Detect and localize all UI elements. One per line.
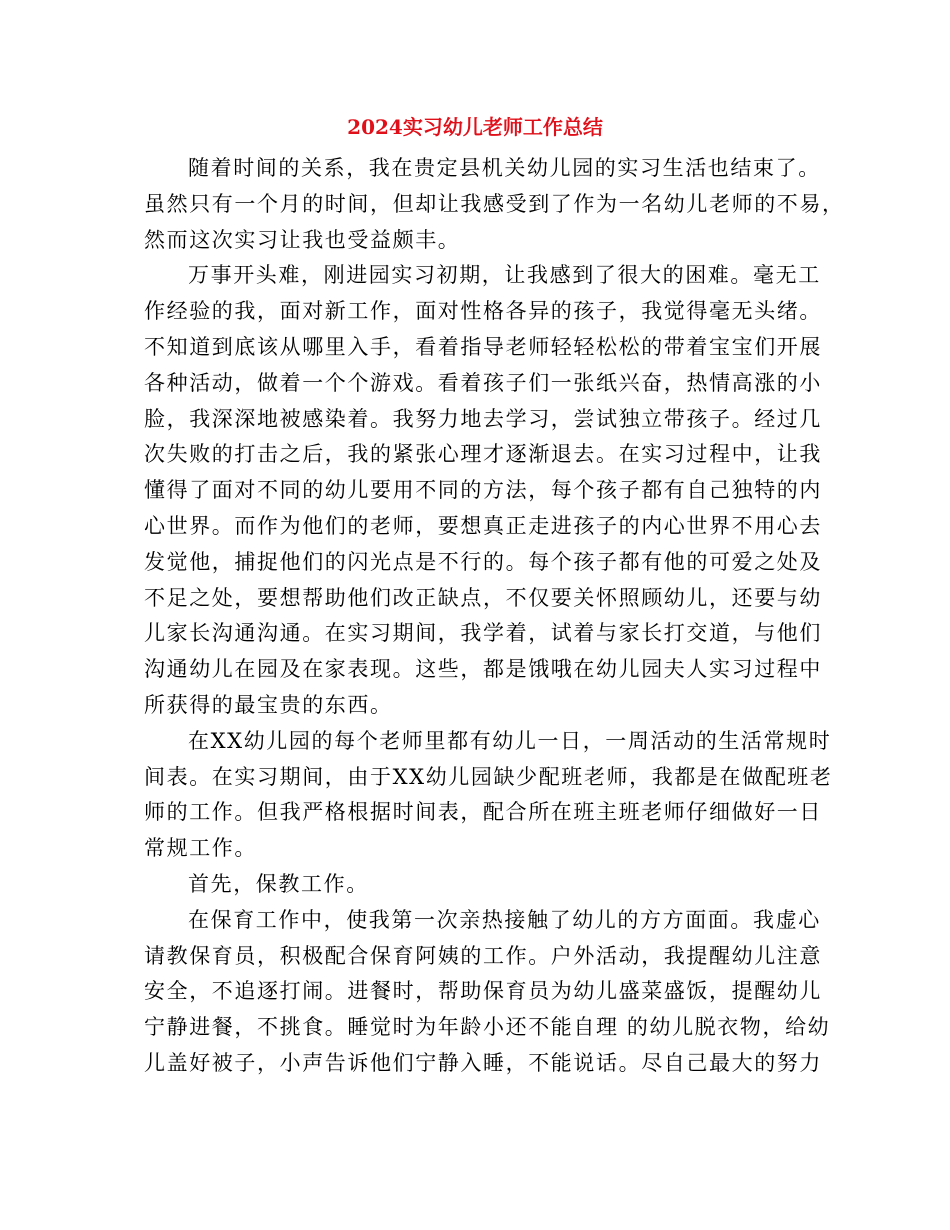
paragraph-line: 作经验的我，面对新工作，面对性格各异的孩子，我觉得毫无头绪。 — [144, 299, 822, 324]
paragraph-line: 常规工作。 — [144, 836, 257, 861]
paragraph-line: 不足之处，要想帮助他们改正缺点，不仅要关怀照顾幼儿，还要与幼 — [144, 585, 822, 610]
paragraph-line: 万事开头难，刚进园实习初期，让我感到了很大的困难。毫无工 — [188, 263, 821, 288]
paragraph — [144, 724, 833, 867]
paragraph-line: 不知道到底该从哪里入手，看着指导老师轻轻松松的带着宝宝们开展 — [144, 334, 822, 359]
paragraph-line: 间表。在实习期间，由于XX幼儿园缺少配班老师，我都是在做配班老 — [144, 764, 833, 789]
paragraph-line: 儿盖好被子，小声告诉他们宁静入睡，不能说话。尽自己最大的努力 — [144, 1050, 822, 1075]
paragraph-line: 心世界。而作为他们的老师，要想真正走进孩子的内心世界不用心去 — [144, 513, 822, 538]
paragraph — [144, 867, 808, 903]
paragraph-line: 宁静进餐，不挑食。睡觉时为年龄小还不能自理 的幼儿脱衣物，给幼 — [144, 1015, 831, 1040]
paragraph-line: 懂得了面对不同的幼儿要用不同的方法，每个孩子都有自己独特的内 — [144, 478, 822, 503]
paragraph-line: 沟通幼儿在园及在家表现。这些，都是饿哦在幼儿园夫人实习过程中 — [144, 657, 822, 682]
paragraph-line: 在XX幼儿园的每个老师里都有幼儿一日，一周活动的生活常规时 — [188, 728, 832, 753]
paragraph — [144, 903, 831, 1082]
paragraph-line: 所获得的最宝贵的东西。 — [144, 692, 393, 717]
document-body — [144, 151, 845, 1082]
paragraph-line: 师的工作。但我严格根据时间表，配合所在班主班老师仔细做好一日 — [144, 800, 822, 825]
paragraph-line: 然而这次实习让我也受益颇丰。 — [144, 227, 461, 252]
paragraph-line: 在保育工作中，使我第一次亲热接触了幼儿的方方面面。我虚心 — [188, 907, 821, 932]
paragraph-line: 安全，不追逐打闹。进餐时，帮助保育员为幼儿盛菜盛饭，提醒幼儿 — [144, 979, 822, 1004]
paragraph-line: 脸，我深深地被感染着。我努力地去学习，尝试独立带孩子。经过几 — [144, 406, 822, 431]
paragraph-line: 各种活动，做着一个个游戏。看着孩子们一张纸兴奋，热情高涨的小 — [144, 370, 822, 395]
paragraph-line: 发觉他，捕捉他们的闪光点是不行的。每个孩子都有他的可爱之处及 — [144, 549, 822, 574]
paragraph — [144, 258, 822, 723]
paragraph-line: 儿家长沟通沟通。在实习期间，我学着，试着与家长打交道，与他们 — [144, 621, 822, 646]
document-title: 2024实习幼儿老师工作总结 — [347, 115, 603, 139]
paragraph-line: 请教保育员，积极配合保育阿姨的工作。户外活动，我提醒幼儿注意 — [144, 943, 822, 968]
paragraph-line: 虽然只有一个月的时间，但却让我感受到了作为一名幼儿老师的不易， — [144, 191, 845, 216]
paragraph — [144, 151, 845, 258]
paragraph-line: 首先，保教工作。 — [188, 871, 369, 896]
paragraph-line: 随着时间的关系，我在贵定县机关幼儿园的实习生活也结束了。 — [188, 156, 821, 180]
paragraph-line: 次失败的打击之后，我的紧张心理才逐渐退去。在实习过程中，让我 — [144, 442, 822, 467]
